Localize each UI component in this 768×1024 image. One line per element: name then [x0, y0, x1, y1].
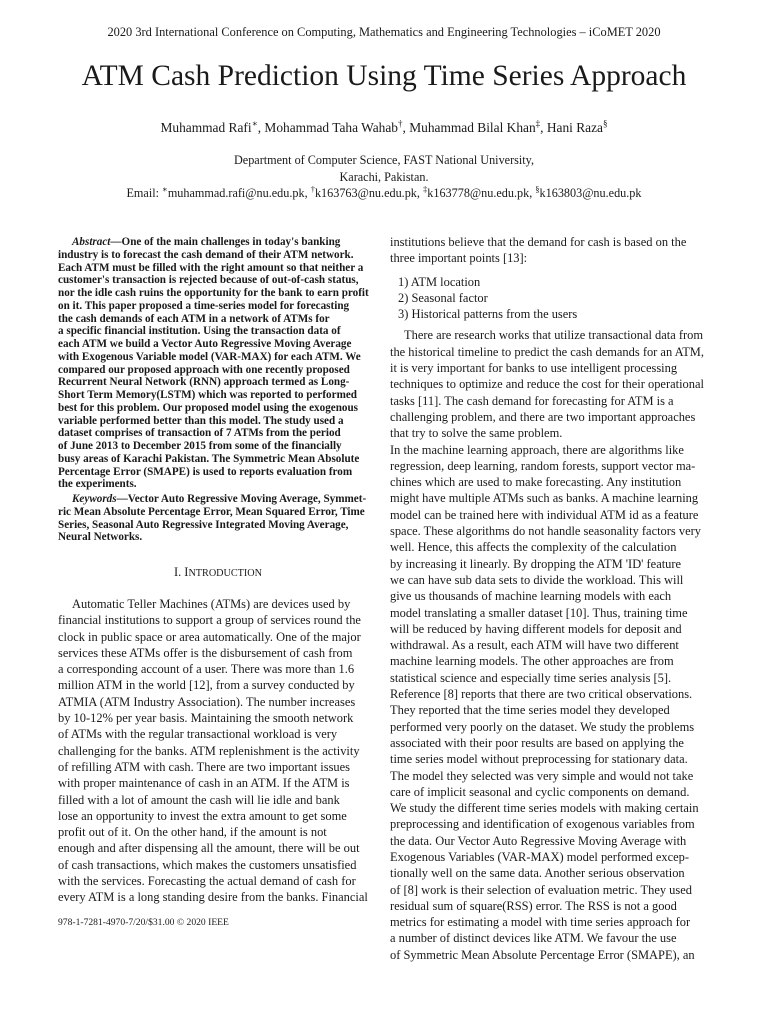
right-column — [390, 234, 708, 963]
text-line: metrics for estimating a model with time series approach for — [390, 915, 691, 930]
factor-list — [390, 274, 708, 323]
text-line: three important points [13]: — [390, 251, 528, 266]
text-line: with proper maintenance of cash in an ATM. If the ATM is — [58, 776, 350, 791]
text-line: challenging for the banks. ATM replenishment is the activity — [58, 743, 360, 758]
text-line: filled with a lot of amount the cash will lie idle and bank — [58, 792, 340, 807]
email-4-mark: § — [535, 184, 540, 195]
text-line: by 10-12% per year basis. Maintaining the smooth network — [58, 711, 354, 726]
text-line: Reference [8] reports that there are two critical observations. — [390, 687, 693, 702]
author-2: , Mohammad Taha Wahab — [257, 120, 399, 135]
text-line: each ATM we build a Vector Auto Regressive Moving Average — [58, 338, 352, 350]
email-1: muhammad.rafi@nu.edu.pk, — [167, 186, 311, 201]
text-line: chines which are used to make forecasting. Any institution — [390, 475, 682, 490]
text-line: In the machine learning approach, there are algorithms like — [390, 442, 684, 457]
text-line: Short Term Memory(LSTM) which was reported to performed — [58, 389, 357, 401]
text-line: challenging problem, and there are two important approaches — [390, 409, 696, 424]
email-3-mark: ‡ — [423, 184, 428, 195]
text-line: every ATM is a long standing desire from the banks. Financial — [58, 890, 368, 905]
text-line: of June 2013 to December 2015 from some of the financially — [58, 440, 342, 452]
text-line: techniques to optimize and reduce the cost for their operational — [390, 377, 704, 392]
author-2-mark: † — [398, 118, 403, 129]
text-line: of ATMs with the regular transactional workload is very — [58, 727, 338, 742]
text-line: a specific financial institution. Using the transaction data of — [58, 325, 341, 338]
paragraph-reference-8 — [390, 686, 708, 963]
author-4: , Hani Raza — [540, 120, 604, 135]
text-line: of [8] work is their selection of evaluation metric. They used — [390, 882, 692, 897]
paragraph-research-works — [390, 327, 708, 441]
affiliation-city: Karachi, Pakistan. — [339, 169, 429, 184]
abstract-body — [58, 249, 378, 491]
author-3-mark: ‡ — [535, 118, 541, 129]
text-line: Exogenous Variables (VAR-MAX) model performed excep- — [390, 849, 689, 864]
text-line: busy areas of Karachi Pakistan. The Symmetric Mean Absolute — [58, 452, 360, 465]
text-line: with Exogenous Variable model (VAR-MAX) for each ATM. We — [58, 350, 361, 363]
text-line: model can be trained here with individual ATM id as a feature — [390, 507, 699, 522]
text-line: model translating a smaller dataset [10]. Thus, training time — [390, 605, 688, 620]
email-2: k163763@nu.edu.pk, — [314, 186, 423, 201]
conference-header: 2020 3rd International Conference on Computing, Mathematics and Engineering Technologies – iCoMET 2020 — [107, 25, 661, 39]
text-line: of refilling ATM with cash. There are two important issues — [58, 759, 350, 774]
text-line: machine learning models. The other approaches are from — [390, 654, 674, 669]
left-column — [58, 236, 378, 906]
text-line: Recurrent Neural Network (RNN) approach termed as Long- — [58, 376, 350, 389]
email-line — [0, 185, 768, 202]
text-line: They reported that the time series model they developed — [390, 703, 670, 718]
text-line: financial institutions to support a group of services round the — [58, 613, 361, 628]
abstract-first-line — [58, 236, 378, 249]
text-line: dataset comprises of transaction of 7 ATMs from the period — [58, 427, 341, 440]
text-line: lose an opportunity to invest the extra amount to get some — [58, 808, 347, 823]
text-line: ric Mean Absolute Percentage Error, Mean Squared Error, Time — [58, 505, 365, 518]
text-line: the experiments. — [58, 478, 137, 491]
affiliation-department: Department of Computer Science, FAST National University, — [234, 153, 534, 167]
text-line: Each ATM must be filled with the right amount so that neither a — [58, 261, 364, 274]
text-line: give us thousands of machine learning models with each — [390, 589, 672, 604]
text-line: institutions believe that the demand for cash is based on the — [390, 235, 687, 249]
text-line: performed very poorly on the dataset. We study the problems — [390, 719, 695, 734]
text-line: profit out of it. On the other hand, if the amount is not — [58, 825, 327, 840]
text-line: best for this problem. Our proposed model using the exogenous — [58, 401, 359, 414]
abstract-line-0: —One of the main challenges in today's banking — [110, 236, 341, 248]
section-numeral: I. — [173, 565, 185, 579]
text-line: preprocessing and identification of exogenous variables from — [390, 817, 695, 832]
text-line: care of implicit seasonal and cyclic components on demand. — [390, 784, 690, 799]
text-line: Series, Seasonal Auto Regressive Integrated Moving Average, — [58, 518, 349, 531]
text-line: that try to solve the same problem. — [390, 426, 563, 441]
author-3: , Muhammad Bilal Khan — [402, 120, 536, 135]
text-line: by increasing it linearly. By dropping the ATM 'ID' feature — [390, 556, 682, 571]
text-line: enough and after dispensing all the amount, there will be out — [58, 841, 360, 856]
keywords-label: Keywords — [72, 493, 117, 505]
text-line: of Symmetric Mean Absolute Percentage Error (SMAPE), an — [390, 947, 695, 962]
text-line: variable performed better than this model. The study used a — [58, 414, 344, 427]
text-line: space. These algorithms do not handle seasonality factors very — [390, 524, 701, 539]
section-heading-introduction — [58, 565, 378, 580]
author-1: Muhammad Rafi — [160, 120, 252, 135]
section-first-letter: I — [184, 565, 189, 579]
text-line: compared our proposed approach with one recently proposed — [58, 363, 350, 376]
right-intro-paragraph — [390, 234, 708, 267]
text-line: million ATM in the world [12], from a survey conducted by — [58, 678, 355, 693]
text-line: ATMIA (ATM Industry Association). The number increases — [58, 694, 356, 709]
text-line: a number of distinct devices like ATM. We favour the use — [390, 931, 677, 946]
text-line: We study the different time series models with making certain — [390, 801, 699, 816]
text-line: the historical timeline to predict the cash demands for an ATM, — [390, 344, 704, 359]
list-item: 1) ATM location — [398, 274, 481, 289]
text-line: the cash demands of each ATM in a network of ATMs for — [58, 312, 330, 325]
text-line: Percentage Error (SMAPE) is used to reports evaluation from — [58, 465, 353, 478]
text-line: There are research works that utilize transactional data from — [404, 328, 704, 343]
text-line: a corresponding account of a user. There was more than 1.6 — [58, 662, 355, 677]
paper-title: ATM Cash Prediction Using Time Series Approach — [81, 60, 687, 92]
email-4: k163803@nu.edu.pk — [539, 186, 642, 201]
text-line: with the services. Forecasting the actual demand of cash for — [58, 874, 356, 889]
text-line: well. Hence, this affects the complexity of the calculation — [390, 540, 677, 555]
text-line: services these ATMs offer is the disbursement of cash from — [58, 645, 353, 660]
keywords-body — [58, 506, 378, 544]
text-line: time series model without preprocessing for stationary data. — [390, 752, 688, 767]
author-4-mark: § — [603, 118, 608, 129]
list-item: 3) Historical patterns from the users — [398, 307, 578, 322]
intro-paragraph — [58, 596, 378, 906]
section-rest: NTRODUCTION — [188, 568, 263, 579]
text-line: of cash transactions, which makes the customers unsatisfied — [58, 857, 357, 872]
text-line: the data. Our Vector Auto Regressive Moving Average with — [390, 833, 687, 848]
text-line: on it. This paper proposed a time-series model for forecasting — [58, 299, 350, 312]
list-item: 2) Seasonal factor — [398, 290, 488, 305]
text-line: clock in public space or area automatically. One of the major — [58, 629, 361, 644]
text-line: residual sum of square(RSS) error. The RSS is not a good — [390, 898, 677, 913]
text-line: tionally well on the same data. Another serious observation — [390, 866, 685, 881]
text-line: customer's transaction is rejected because of out-of-cash status, — [58, 274, 359, 287]
abstract-label: Abstract — [72, 236, 111, 248]
text-line: might have multiple ATMs such as banks. A machine learning — [390, 491, 699, 506]
email-1-mark: ∗ — [162, 184, 168, 195]
author-list — [0, 120, 768, 136]
email-2-mark: † — [310, 184, 315, 195]
affiliation-block — [0, 152, 768, 202]
email-3: k163778@nu.edu.pk, — [427, 186, 536, 201]
keywords-first-line — [58, 493, 378, 506]
text-line: withdrawal. As a result, each ATM will have two different — [390, 638, 679, 653]
paragraph-machine-learning — [390, 442, 708, 686]
text-line: industry is to forecast the cash demand of their ATM network. — [58, 248, 354, 261]
text-line: nor the idle cash ruins the opportunity for the bank to earn profit — [58, 287, 369, 299]
email-label: Email: — [126, 186, 163, 201]
copyright-footer: 978-1-7281-4970-7/20/$31.00 © 2020 IEEE — [58, 917, 229, 928]
author-1-mark: ∗ — [251, 118, 258, 129]
text-line: Automatic Teller Machines (ATMs) are devices used by — [72, 597, 351, 611]
text-line: we can have sub data sets to divide the workload. This will — [390, 572, 684, 587]
keywords-line-0: —Vector Auto Regressive Moving Average, Symmet- — [116, 493, 367, 505]
text-line: Neural Networks. — [58, 531, 143, 544]
text-line: it is very important for banks to use intelligent processing — [390, 361, 678, 376]
text-line: statistical science and especially time series analysis [5]. — [390, 670, 672, 685]
keywords — [58, 493, 378, 544]
text-line: tasks [11]. The cash demand for forecasting for ATM is a — [390, 393, 674, 408]
text-line: regression, deep learning, random forests, support vector ma- — [390, 458, 696, 473]
text-line: associated with their poor results are based on applying the — [390, 735, 684, 750]
abstract — [58, 236, 378, 544]
text-line: will be reduced by having different models for deposit and — [390, 621, 682, 636]
text-line: The model they selected was very simple and would not take — [390, 768, 694, 783]
